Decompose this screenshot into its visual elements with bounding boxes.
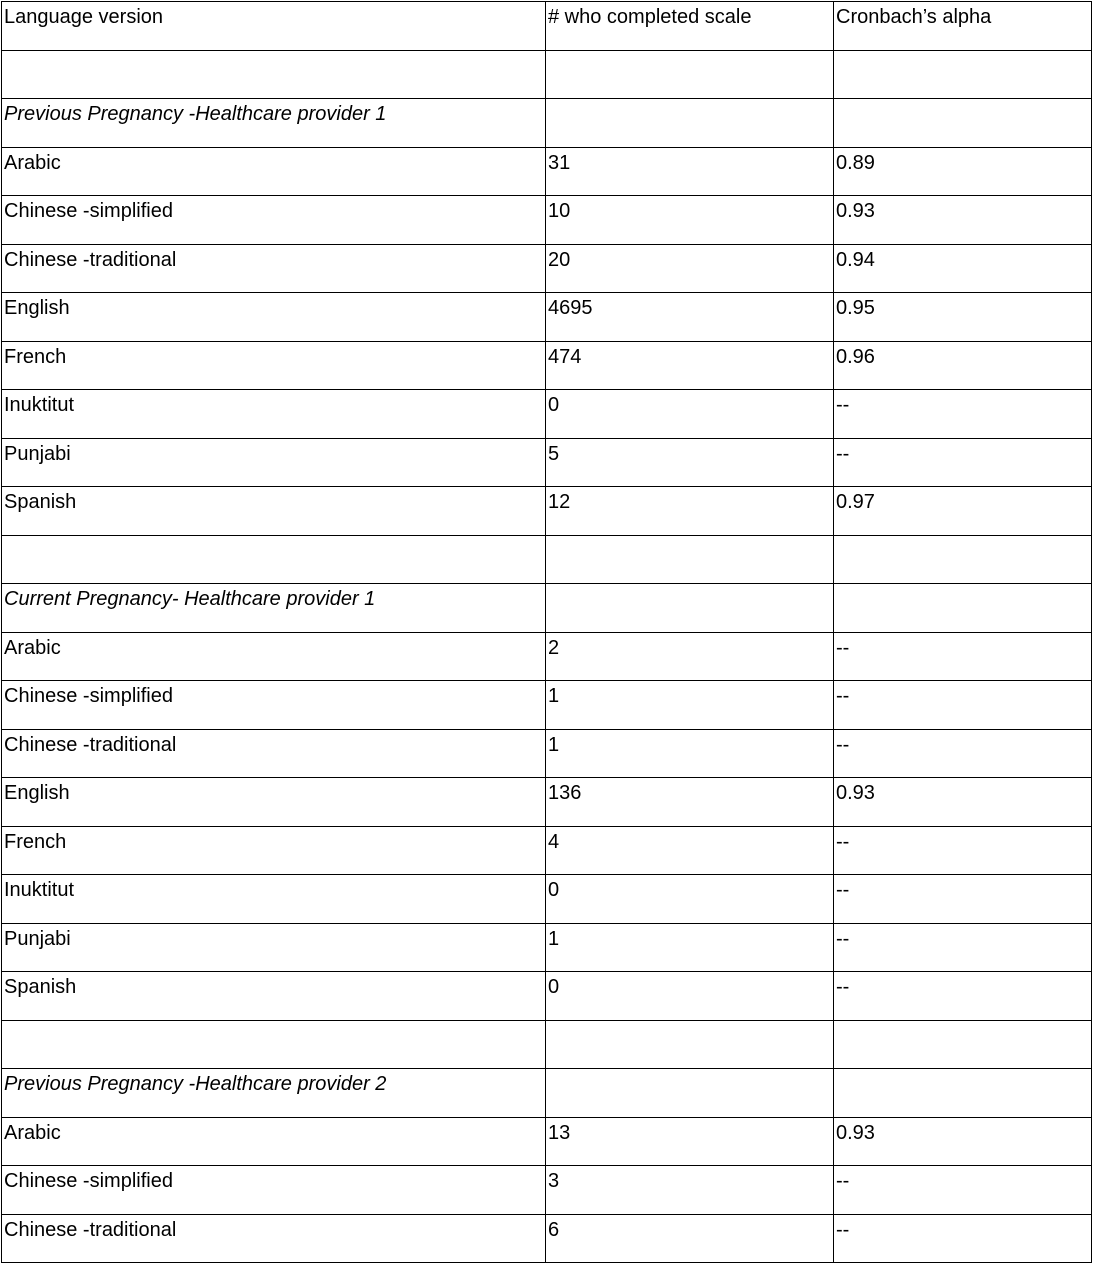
section-title: Current Pregnancy- Healthcare provider 1 — [2, 584, 546, 633]
cell-language: Chinese -traditional — [2, 1214, 546, 1263]
cell-completed-count — [546, 535, 834, 584]
cell-completed-count: 474 — [546, 341, 834, 390]
cell-language: French — [2, 341, 546, 390]
cell-cronbach-alpha: 0.93 — [834, 196, 1092, 245]
cell-cronbach-alpha: -- — [834, 1214, 1092, 1263]
table-row — [2, 729, 1092, 778]
cell-language — [2, 535, 546, 584]
cell-completed-count: 31 — [546, 147, 834, 196]
blank-row — [2, 1020, 1092, 1069]
table-row — [2, 390, 1092, 439]
table-row — [2, 1166, 1092, 1215]
table-row — [2, 875, 1092, 924]
cell-completed-count: 0 — [546, 972, 834, 1021]
header-language-version: Language version — [2, 2, 546, 51]
table-row — [2, 923, 1092, 972]
cell-completed-count — [546, 1020, 834, 1069]
cell-completed-count — [546, 50, 834, 99]
cell-language: Inuktitut — [2, 390, 546, 439]
cell-cronbach-alpha: -- — [834, 632, 1092, 681]
cell-language — [2, 50, 546, 99]
cell-language: Punjabi — [2, 923, 546, 972]
cell-cronbach-alpha: 0.96 — [834, 341, 1092, 390]
cell-completed-count: 12 — [546, 487, 834, 536]
cell-completed-count: 0 — [546, 875, 834, 924]
cell-language: French — [2, 826, 546, 875]
header-row — [2, 2, 1092, 51]
table-row — [2, 293, 1092, 342]
cell-language: Chinese -simplified — [2, 681, 546, 730]
cell-completed-count: 136 — [546, 778, 834, 827]
cell-completed-count: 10 — [546, 196, 834, 245]
cell-completed-count — [546, 1069, 834, 1118]
header-completed-count: # who completed scale — [546, 2, 834, 51]
cell-completed-count: 5 — [546, 438, 834, 487]
table-row — [2, 487, 1092, 536]
table-header — [2, 2, 1092, 51]
cell-language: Arabic — [2, 147, 546, 196]
table-row — [2, 632, 1092, 681]
table-row — [2, 681, 1092, 730]
table-row — [2, 1214, 1092, 1263]
cell-language — [2, 1020, 546, 1069]
cell-completed-count: 6 — [546, 1214, 834, 1263]
cell-cronbach-alpha — [834, 1020, 1092, 1069]
cell-language: Inuktitut — [2, 875, 546, 924]
table-row — [2, 341, 1092, 390]
cell-cronbach-alpha — [834, 99, 1092, 148]
cell-cronbach-alpha: -- — [834, 923, 1092, 972]
cell-cronbach-alpha — [834, 535, 1092, 584]
cell-language: Chinese -traditional — [2, 729, 546, 778]
cell-completed-count: 0 — [546, 390, 834, 439]
table-row — [2, 826, 1092, 875]
table-body — [2, 50, 1092, 1263]
cell-cronbach-alpha: 0.93 — [834, 1117, 1092, 1166]
section-header-row — [2, 99, 1092, 148]
section-title: Previous Pregnancy -Healthcare provider 1 — [2, 99, 546, 148]
cell-cronbach-alpha: 0.97 — [834, 487, 1092, 536]
cell-cronbach-alpha: 0.93 — [834, 778, 1092, 827]
cell-language: Chinese -simplified — [2, 196, 546, 245]
cell-completed-count: 1 — [546, 681, 834, 730]
cell-completed-count: 4 — [546, 826, 834, 875]
cell-language: Arabic — [2, 1117, 546, 1166]
cell-language: Arabic — [2, 632, 546, 681]
section-title: Previous Pregnancy -Healthcare provider 2 — [2, 1069, 546, 1118]
cell-cronbach-alpha: -- — [834, 681, 1092, 730]
cell-completed-count: 1 — [546, 923, 834, 972]
cell-cronbach-alpha: -- — [834, 875, 1092, 924]
table-row — [2, 778, 1092, 827]
cell-language: Punjabi — [2, 438, 546, 487]
cell-completed-count: 3 — [546, 1166, 834, 1215]
cell-cronbach-alpha — [834, 50, 1092, 99]
cell-language: Spanish — [2, 487, 546, 536]
cell-cronbach-alpha: 0.94 — [834, 244, 1092, 293]
cell-language: Chinese -traditional — [2, 244, 546, 293]
cell-cronbach-alpha: -- — [834, 729, 1092, 778]
header-cronbach-alpha: Cronbach’s alpha — [834, 2, 1092, 51]
language-version-table — [1, 1, 1092, 1263]
cell-completed-count: 1 — [546, 729, 834, 778]
cell-language: English — [2, 778, 546, 827]
blank-row — [2, 50, 1092, 99]
cell-language: Chinese -simplified — [2, 1166, 546, 1215]
cell-completed-count — [546, 584, 834, 633]
cell-language: English — [2, 293, 546, 342]
cell-completed-count: 13 — [546, 1117, 834, 1166]
cell-language: Spanish — [2, 972, 546, 1021]
cell-cronbach-alpha: -- — [834, 826, 1092, 875]
cell-cronbach-alpha: -- — [834, 390, 1092, 439]
cell-cronbach-alpha: 0.95 — [834, 293, 1092, 342]
cell-completed-count: 20 — [546, 244, 834, 293]
cell-completed-count: 2 — [546, 632, 834, 681]
table-row — [2, 1117, 1092, 1166]
cell-cronbach-alpha: -- — [834, 438, 1092, 487]
table-row — [2, 438, 1092, 487]
cell-cronbach-alpha — [834, 1069, 1092, 1118]
cell-cronbach-alpha: -- — [834, 972, 1092, 1021]
cell-cronbach-alpha: -- — [834, 1166, 1092, 1215]
table-row — [2, 196, 1092, 245]
section-header-row — [2, 1069, 1092, 1118]
table-row — [2, 147, 1092, 196]
table-row — [2, 972, 1092, 1021]
cell-completed-count: 4695 — [546, 293, 834, 342]
cell-completed-count — [546, 99, 834, 148]
cell-cronbach-alpha: 0.89 — [834, 147, 1092, 196]
section-header-row — [2, 584, 1092, 633]
table-row — [2, 244, 1092, 293]
blank-row — [2, 535, 1092, 584]
cell-cronbach-alpha — [834, 584, 1092, 633]
